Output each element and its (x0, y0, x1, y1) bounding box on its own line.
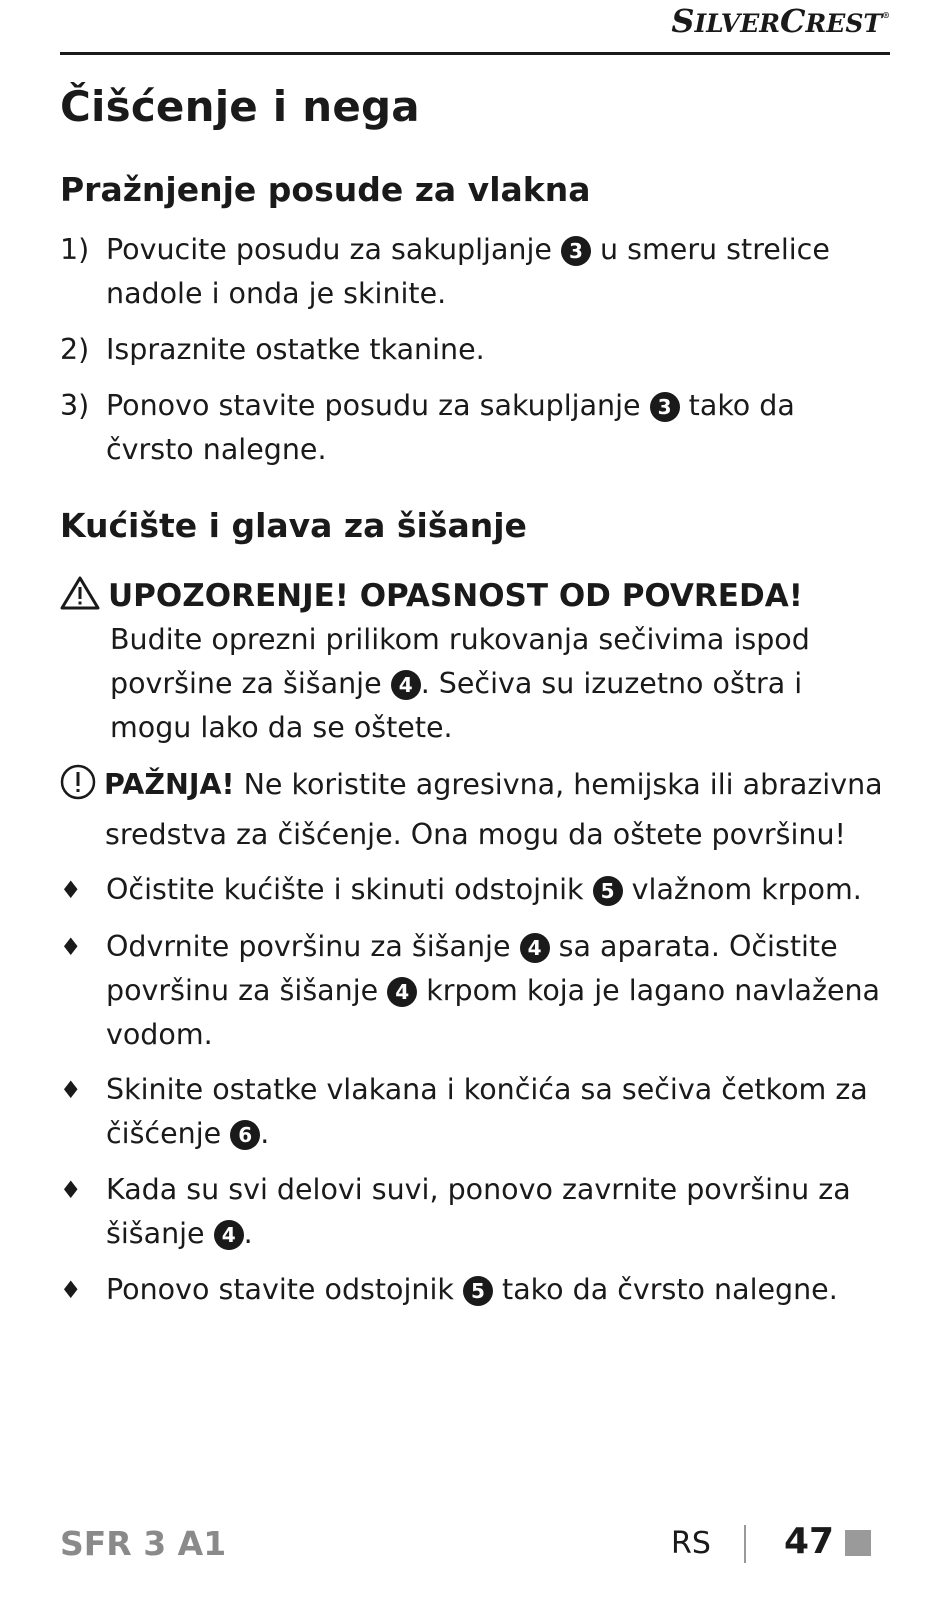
ref-number-3-icon: 3 (650, 392, 680, 422)
bullet-item: ♦ Očistite kućište i skinuti odstojnik 5 vlažnom krpom. (60, 868, 900, 912)
ref-number-4-icon: 4 (391, 670, 421, 700)
warning-text: Budite oprezni prilikom rukovanja sečivima ispod površine za šišanje 4 . Sečiva su izuzetno oštra i mogu lako da se oštete. (110, 623, 810, 744)
ref-number-4-icon: 4 (387, 977, 417, 1007)
ref-number-3-icon: 3 (561, 236, 591, 266)
section-heading-emptying: Pražnjenje posude za vlakna (60, 170, 591, 209)
step-2: 2) Ispraznite ostatke tkanine. (60, 333, 485, 366)
attention-notice: PAŽNJA! Ne koristite agresivna, hemijska ili abrazivna sredstva za čišćenje. Ona mogu da oštete površinu! (60, 763, 900, 857)
warning-triangle-icon (60, 576, 100, 622)
page-title: Čišćenje i nega (60, 82, 420, 131)
ref-number-5-icon: 5 (463, 1276, 493, 1306)
footer-square-marker (845, 1530, 871, 1556)
warning-title: UPOZORENJE! OPASNOST OD POVREDA! (60, 574, 803, 622)
step-1: 1) Povucite posudu za sakupljanje 3 u smeru strelice nadole i onda je skinite. (60, 233, 830, 310)
bullet-item: ♦ Odvrnite površinu za šišanje 4 sa aparata. Očistite površinu za šišanje 4 krpom koja je lagano navlažena vodom. (60, 925, 900, 1057)
ref-number-6-icon: 6 (230, 1120, 260, 1150)
diamond-bullet-icon: ♦ (60, 1276, 82, 1304)
footer-divider (744, 1525, 746, 1563)
diamond-bullet-icon: ♦ (60, 1076, 82, 1104)
language-code: RS (671, 1526, 711, 1561)
bullet-item: ♦ Ponovo stavite odstojnik 5 tako da čvrsto nalegne. (60, 1268, 900, 1312)
ref-number-4-icon: 4 (520, 933, 550, 963)
bullet-item: ♦ Skinite ostatke vlakana i končića sa sečiva četkom za čišćenje 6 . (60, 1068, 900, 1156)
diamond-bullet-icon: ♦ (60, 876, 82, 904)
page-number: 47 (784, 1521, 835, 1562)
step-3: 3) Ponovo stavite posudu za sakupljanje 3 tako da čvrsto nalegne. (60, 389, 795, 466)
diamond-bullet-icon: ♦ (60, 933, 82, 961)
ref-number-5-icon: 5 (593, 876, 623, 906)
diamond-bullet-icon: ♦ (60, 1176, 82, 1204)
model-number: SFR 3 A1 (60, 1524, 227, 1563)
attention-circle-icon (60, 764, 96, 813)
header-rule (60, 52, 890, 55)
bullet-item: ♦ Kada su svi delovi suvi, ponovo zavrnite površinu za šišanje 4 . (60, 1168, 900, 1256)
brand-logo: SILVERCREST® (671, 2, 890, 40)
ref-number-4-icon: 4 (214, 1220, 244, 1250)
section-heading-housing: Kućište i glava za šišanje (60, 506, 527, 545)
